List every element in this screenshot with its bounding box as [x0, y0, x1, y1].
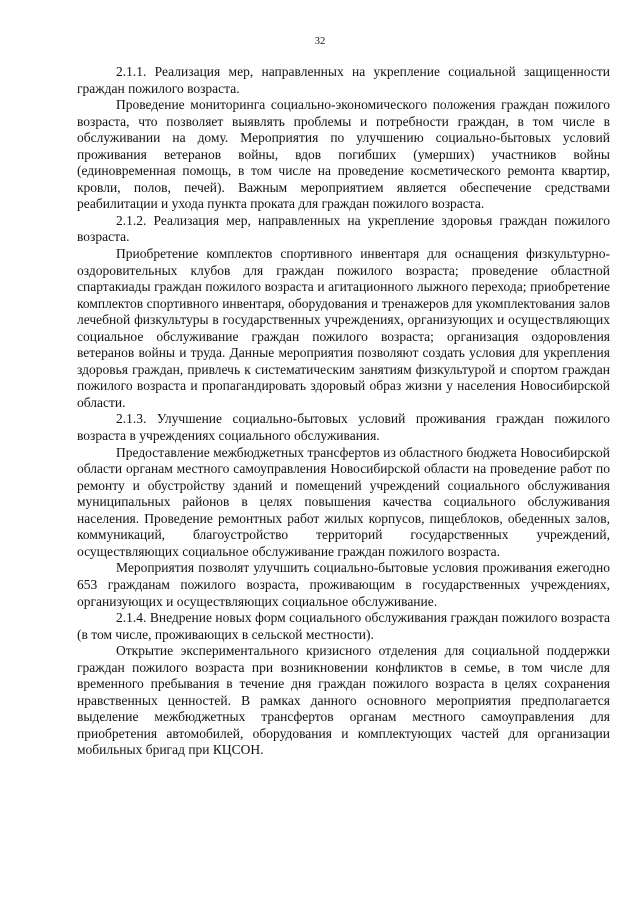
- section-heading-2-1-2: 2.1.2. Реализация мер, направленных на укрепление здоровья граждан пожилого возраста.: [77, 212, 610, 245]
- paragraph-sports-equipment: Приобретение комплектов спортивного инвентаря для оснащения физкультурно-оздоровительных клубов для граждан пожилого возраста; проведение областной спартакиады граждан пожилого возраста и агитационного лыжного перехода; приобретение комплектов спортивного инвентаря, оборудования и тренажеров для укомплектования залов лечебной физкультуры в государственных учреждениях, организующих и осуществляющих социальное обслуживание граждан пожилого возраста; организация оздоровления ветеранов войны и труда. Данные мероприятия позволяют создать условия для укрепления здоровья граждан, привлечь к систематическим занятиям физкультурой и спортом граждан пожилого возраста и пропагандировать здоровый образ жизни у населения Новосибирской области.: [77, 246, 610, 410]
- paragraph-monitoring: Проведение мониторинга социально-экономического положения граждан пожилого возраста, что позволяет выявлять проблемы и потребности граждан, в том числе в обслуживании на дому. Мероприятия по улучшению социально-бытовых условий проживания ветеранов войны, вдов погибших (умерших) участников войны (единовременная помощь, в том числе на проведение косметического ремонта квартир, кровли, полов, печей). Важным мероприятием является обеспечение средствами реабилитации и ухода пункта проката для граждан пожилого возраста.: [77, 97, 610, 212]
- section-heading-2-1-1: 2.1.1. Реализация мер, направленных на укрепление социальной защищенности граждан пожилого возраста.: [77, 64, 610, 96]
- paragraph-living-conditions: Мероприятия позволят улучшить социально-бытовые условия проживания ежегодно 653 гражданам пожилого возраста, проживающим в государственных учреждениях, организующих и осуществляющих социальное обслуживание.: [77, 560, 610, 609]
- paragraph-interbudget-transfers: Предоставление межбюджетных трансфертов из областного бюджета Новосибирской области органам местного самоуправления Новосибирской области на проведение работ по ремонту и обустройству зданий и помещений учреждений социального обслуживания муниципальных районов в целях повышения качества социального обслуживания населения. Проведение ремонтных работ жилых корпусов, пищеблоков, обеденных залов, коммуникаций, благоустройство территорий государственных учреждений, осуществляющих социальное обслуживание граждан пожилого возраста.: [77, 444, 610, 559]
- document-body: [77, 64, 610, 759]
- section-heading-2-1-4: 2.1.4. Внедрение новых форм социального обслуживания граждан пожилого возраста (в том числе, проживающих в сельской местности).: [77, 610, 610, 642]
- paragraph-crisis-department: Открытие экспериментального кризисного отделения для социальной поддержки граждан пожилого возраста при возникновении конфликтов в семье, в том числе для временного пребывания в течение дня граждан пожилого возраста в целях сохранения нравственных ценностей. В рамках данного основного мероприятия предполагается выделение межбюджетных трансфертов органам местного самоуправления для приобретения автомобилей, оборудования и комплектующих частей для организации мобильных бригад при КЦСОН.: [77, 643, 610, 758]
- section-heading-2-1-3: 2.1.3. Улучшение социально-бытовых условий проживания граждан пожилого возраста в учреждениях социального обслуживания.: [77, 411, 610, 444]
- page-number: 32: [314, 36, 326, 47]
